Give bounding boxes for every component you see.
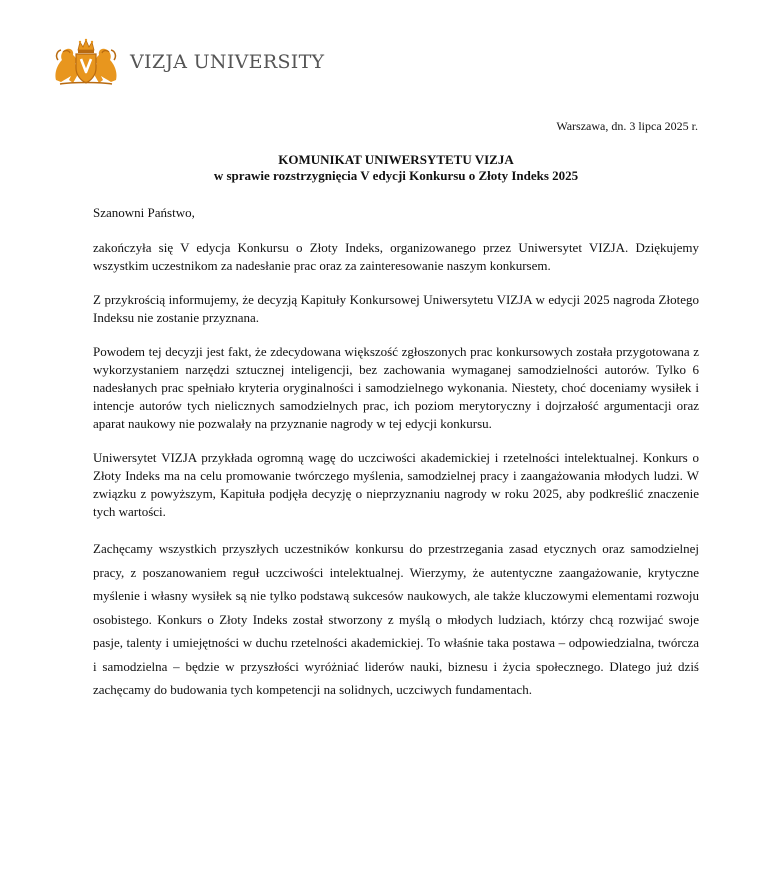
paragraph-2: Z przykrością informujemy, że decyzją Kapituły Konkursowej Uniwersytetu VIZJA w edycji 2025 nagroda Złotego Indeksu nie zostanie przyznana. <box>93 292 699 325</box>
greeting: Szanowni Państwo, <box>93 205 195 220</box>
university-logo <box>52 36 324 88</box>
title-line-subject: w sprawie rozstrzygnięcia V edycji Konkursu o Złoty Indeks 2025 <box>213 168 579 183</box>
paragraph-1: zakończyła się V edycja Konkursu o Złoty Indeks, organizowanego przez Uniwersytet VIZJA. Dziękujemy wszystkim uczestnikom za nadesłanie prac oraz za zainteresowanie naszym konkursem. <box>93 240 699 273</box>
paragraph-3: Powodem tej decyzji jest fakt, że zdecydowana większość zgłoszonych prac konkursowych została przygotowana z wykorzystaniem narzędzi sztucznej inteligencji, bez zachowania wymaganej samodzielności autorów. Tylko 6 nadesłanych prac spełniało kryteria oryginalności i samodzielnego wykonania. Niestety, choć doceniamy wysiłek i intencje autorów tych nielicznych samodzielnych prac, ich poziom merytoryczny i dojrzałość argumentacji oraz aparat naukowy nie pozwalały na przyznanie nagrody w tej edycji konkursu. <box>93 344 699 431</box>
title-line-main: KOMUNIKAT UNIWERSYTETU VIZJA <box>278 152 514 167</box>
document-body <box>93 204 699 718</box>
paragraph-5: Zachęcamy wszystkich przyszłych uczestników konkursu do przestrzegania zasad etycznych oraz samodzielnej pracy, z poszanowaniem reguł uczciwości intelektualnej. Wierzymy, że autentyczne zaangażowanie, krytyczne myślenie i własny wysiłek są nie tylko podstawą sukcesów naukowych, ale także kluczowymi elementami rozwoju osobistego. Konkurs o Złoty Indeks został stworzony z myślą o młodych ludziach, którzy chcą rozwijać swoje pasje, talenty i umiejętności w duchu rzetelności akademickiej. To właśnie taka postawa – odpowiedzialna, twórcza i samodzielna – będzie w przyszłości wyróżniać liderów nauki, biznesu i życia społecznego. Dlatego już dziś zachęcamy do budowania tych kompetencji na solidnych, uczciwych fundamentach. <box>93 541 699 697</box>
paragraph-4: Uniwersytet VIZJA przykłada ogromną wagę do uczciwości akademickiej i rzetelności intelektualnej. Konkurs o Złoty Indeks ma na celu promowanie twórczego myślenia, samodzielnej pracy i zaangażowania młodych ludzi. W związku z powyższym, Kapituła podjęła decyzję o nieprzyznaniu nagrody w roku 2025, aby podkreślić znaczenie tych wartości. <box>93 450 699 519</box>
document-date: Warszawa, dn. 3 lipca 2025 r. <box>556 119 698 133</box>
logo-wordmark: VIZJA UNIVERSITY <box>130 51 325 73</box>
lion-crest-icon <box>52 36 120 88</box>
document-title <box>93 152 699 184</box>
